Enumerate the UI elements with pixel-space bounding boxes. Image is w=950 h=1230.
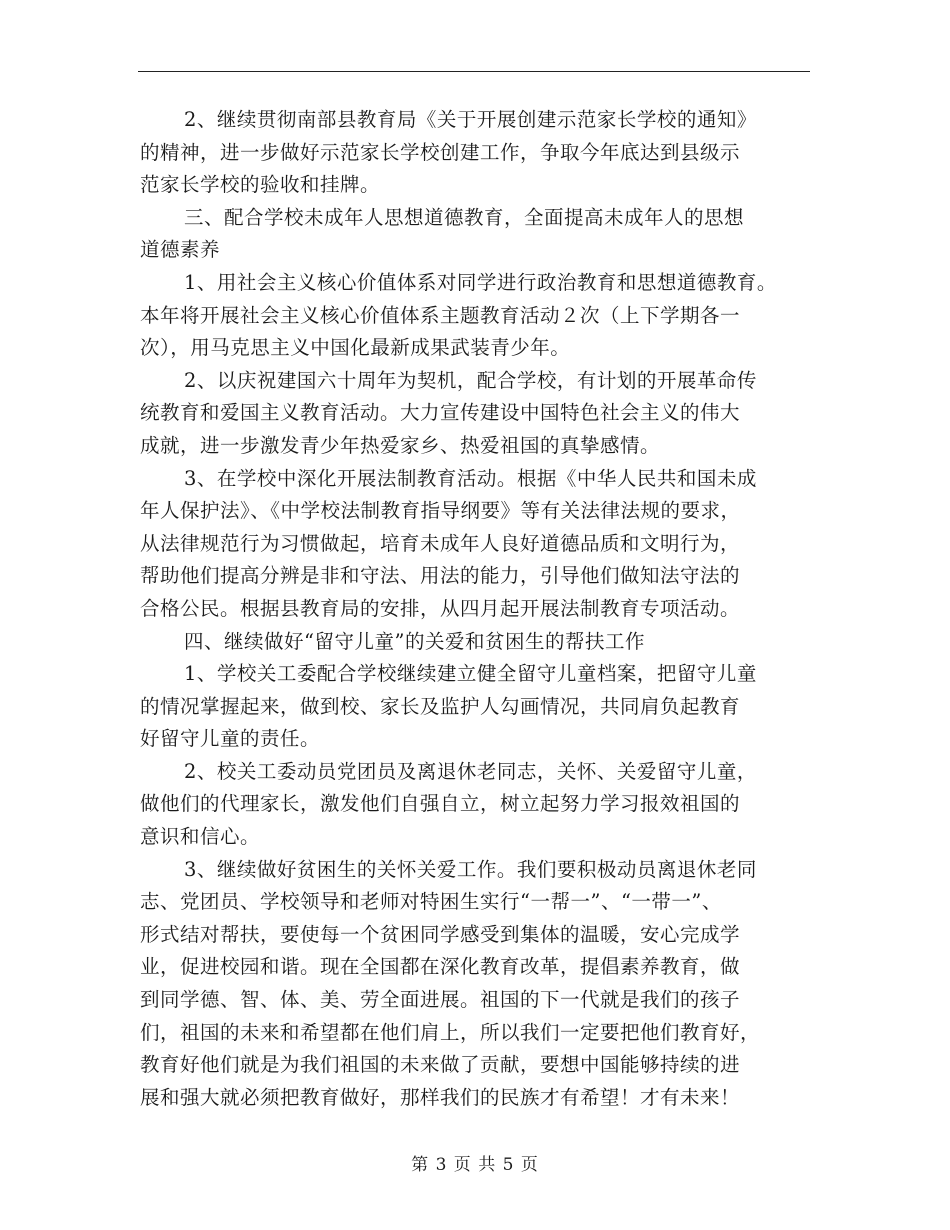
paragraph-line: 帮助他们提高分辨是非和守法、用法的能力，引导他们做知法守法的: [140, 564, 741, 588]
paragraph-line: 意识和信心。: [140, 825, 261, 849]
paragraph-line: 形式结对帮扶，要使每一个贫困同学感受到集体的温暖，安心完成学: [140, 922, 741, 946]
paragraph-line: 2、以庆祝建国六十周年为契机，配合学校，有计划的开展革命传: [184, 368, 757, 392]
paragraph-line: 教育好他们就是为我们祖国的未来做了贡献，要想中国能够持续的进: [140, 1053, 741, 1077]
paragraph-line: 统教育和爱国主义教育活动。大力宣传建设中国特色社会主义的伟大: [140, 401, 741, 425]
section-heading-line: 四、继续做好“留守儿童”的关爱和贫困生的帮扶工作: [184, 629, 645, 653]
paragraph-line: 志、党团员、学校领导和老师对特困生实行“一帮一”、“一带一”、: [140, 890, 722, 914]
paragraph-line: 2、继续贯彻南部县教育局《关于开展创建示范家长学校的通知》: [184, 108, 757, 131]
section-heading-line: 道德素养: [140, 238, 221, 262]
paragraph-line: 的精神，进一步做好示范家长学校创建工作，争取今年底达到县级示: [140, 140, 741, 164]
paragraph-line: 到同学德、智、体、美、劳全面进展。祖国的下一代就是我们的孩子: [140, 988, 741, 1012]
paragraph-line: 1、用社会主义核心价值体系对同学进行政治教育和思想道德教育。: [184, 270, 777, 294]
paragraph-line: 合格公民。根据县教育局的安排，从四月起开展法制教育专项活动。: [140, 596, 741, 620]
paragraph-line: 成就，进一步激发青少年热爱家乡、热爱祖国的真挚感情。: [140, 433, 661, 457]
paragraph-line: 2、校关工委动员党团员及离退休老同志，关怀、关爱留守儿童，: [184, 759, 757, 783]
body-text: [140, 104, 830, 1114]
paragraph-line: 范家长学校的验收和挂牌。: [140, 173, 381, 197]
paragraph-line: 们，祖国的未来和希望都在他们肩上，所以我们一定要把他们教育好，: [140, 1020, 761, 1044]
paragraph-line: 业，促进校园和谐。现在全国都在深化教育改革，提倡素养教育，做: [140, 955, 741, 979]
paragraph-line: 3、继续做好贫困生的关怀关爱工作。我们要积极动员离退休老同: [184, 857, 757, 881]
section-heading-line: 三、配合学校未成年人思想道德教育，全面提高未成年人的思想: [184, 205, 745, 229]
page-number-footer: 第 3 页 共 5 页: [411, 1155, 539, 1175]
paragraph-line: 年人保护法》、《中学校法制教育指导纲要》等有关法律法规的要求，: [140, 499, 741, 523]
header-rule: [138, 71, 810, 72]
paragraph-line: 本年将开展社会主义核心价值体系主题教育活动２次（上下学期各一: [140, 303, 741, 327]
paragraph-line: 从法律规范行为习惯做起，培育未成年人良好道德品质和文明行为，: [140, 531, 741, 555]
paragraph-line: 次），用马克思主义中国化最新成果武装青少年。: [140, 336, 571, 360]
paragraph-line: 做他们的代理家长，激发他们自强自立，树立起努力学习报效祖国的: [140, 792, 741, 816]
paragraph-line: 1、学校关工委配合学校继续建立健全留守儿童档案，把留守儿童: [184, 662, 757, 686]
paragraph-line: 的情况掌握起来，做到校、家长及监护人勾画情况，共同肩负起教育: [140, 694, 741, 718]
paragraph-line: 3、在学校中深化开展法制教育活动。根据《中华人民共和国未成: [184, 466, 757, 490]
paragraph-line: 展和强大就必须把教育做好，那样我们的民族才有希望！才有未来！: [140, 1085, 741, 1109]
paragraph-line: 好留守儿童的责任。: [140, 727, 321, 751]
